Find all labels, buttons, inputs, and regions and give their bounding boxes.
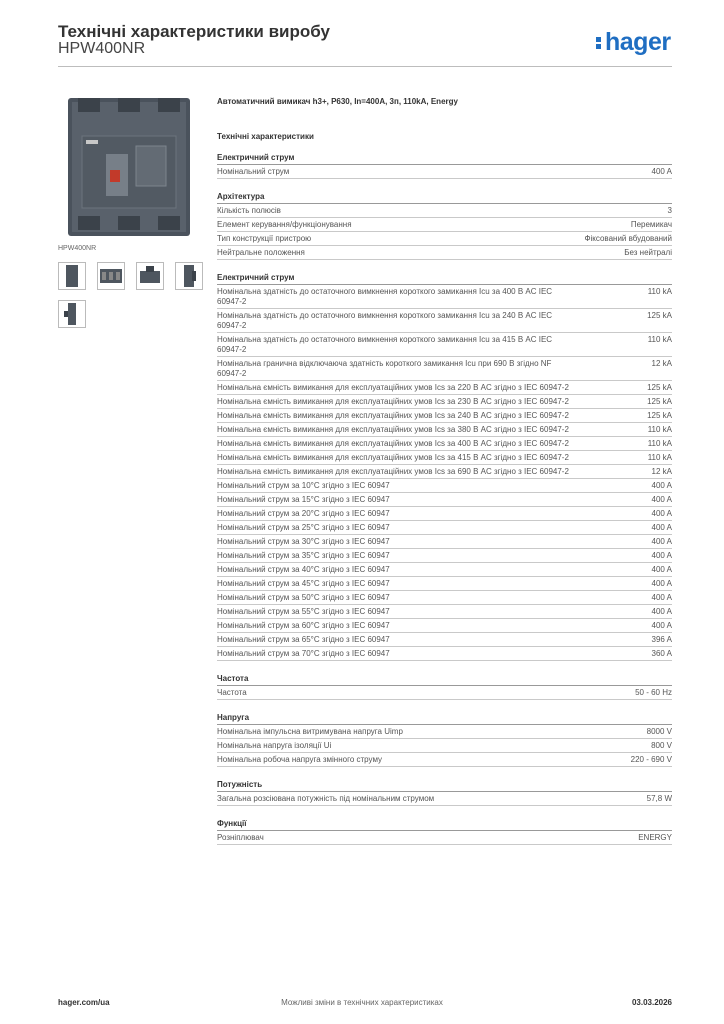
spec-row: [217, 739, 672, 753]
hager-logo: [596, 28, 671, 57]
thumbnail-accessory[interactable]: [58, 300, 86, 328]
spec-row: [217, 619, 672, 633]
spec-value: 396 A: [651, 635, 672, 644]
spec-value: 50 - 60 Hz: [635, 688, 672, 697]
spec-value: 125 kA: [647, 411, 672, 420]
spec-row: [217, 165, 672, 179]
product-image: [58, 96, 200, 238]
spec-value: 400 A: [651, 593, 672, 602]
section-title: Архітектура: [217, 191, 672, 204]
spec-row: [217, 647, 672, 661]
spec-label: Номінальна ємність вимикання для експлуатаційних умов Ics за 240 В AC згідно з IEC 60947-2: [217, 411, 569, 420]
spec-row: [217, 686, 672, 700]
tech-characteristics-heading: Технічні характеристики: [217, 132, 314, 141]
characteristics-panel: [217, 96, 672, 845]
spec-label: Номінальна гранична відключаюча здатність короткого замикання Icu при 690 В згідно NF 60947-2: [217, 359, 552, 378]
spec-row: [217, 591, 672, 605]
spec-label: Номінальна здатність до остаточного вимкнення короткого замикання Icu за 415 В AC IEC 60947-2: [217, 335, 553, 354]
spec-row: [217, 204, 672, 218]
spec-label: Номінальний струм за 40°C згідно з IEC 60947: [217, 565, 390, 574]
spec-value: 400 A: [651, 495, 672, 504]
spec-row: [217, 409, 672, 423]
footer-disclaimer: Можливі зміни в технічних характеристиках: [281, 998, 443, 1007]
spec-label: Тип конструкції пристрою: [217, 234, 312, 243]
spec-value: 110 kA: [647, 425, 672, 434]
spec-label: Номінальний струм за 25°C згідно з IEC 60947: [217, 523, 390, 532]
spec-value: 3: [667, 206, 672, 215]
spec-label: Номінальна ємність вимикання для експлуатаційних умов Ics за 400 В AC згідно з IEC 60947-2: [217, 439, 569, 448]
spec-label: Номінальний струм за 30°C згідно з IEC 60947: [217, 537, 390, 546]
spec-value: 125 kA: [647, 383, 672, 392]
spec-row: [217, 535, 672, 549]
spec-row: [217, 507, 672, 521]
spec-value: 360 A: [651, 649, 672, 658]
spec-label: Номінальна ємність вимикання для експлуатаційних умов Ics за 415 В AC згідно з IEC 60947-2: [217, 453, 569, 462]
spec-value: 220 - 690 V: [630, 755, 672, 764]
spec-section: [217, 673, 672, 700]
spec-value: 400 A: [651, 537, 672, 546]
spec-value: 400 A: [651, 167, 672, 176]
section-title: Функції: [217, 818, 672, 831]
spec-row: [217, 725, 672, 739]
spec-value: 8000 V: [646, 727, 672, 736]
spec-value: 110 kA: [647, 453, 672, 462]
product-description: Автоматичний вимикач h3+, P630, In=400A, 3п, 110kA, Energy: [217, 97, 458, 106]
thumbnail-top[interactable]: [97, 262, 125, 290]
spec-label: Номінальна ємність вимикання для експлуатаційних умов Ics за 220 В AC згідно з IEC 60947-2: [217, 383, 569, 392]
spec-row: [217, 423, 672, 437]
spec-section: [217, 779, 672, 806]
spec-label: Номінальний струм за 65°C згідно з IEC 60947: [217, 635, 390, 644]
spec-row: [217, 465, 672, 479]
spec-label: Нейтральне положення: [217, 248, 305, 257]
spec-value: Без нейтралі: [624, 248, 672, 257]
spec-value: 57,8 W: [646, 794, 672, 803]
spec-row: [217, 479, 672, 493]
spec-row: [217, 753, 672, 767]
spec-row: [217, 577, 672, 591]
logo-colon-icon: [596, 35, 602, 51]
spec-row: [217, 333, 672, 357]
spec-label: Номінальний струм за 50°C згідно з IEC 60947: [217, 593, 390, 602]
spec-row: [217, 285, 672, 309]
spec-value: Перемикач: [630, 220, 672, 229]
spec-row: [217, 633, 672, 647]
spec-row: [217, 218, 672, 232]
spec-label: Номінальний струм за 55°C згідно з IEC 60947: [217, 607, 390, 616]
spec-label: Номінальна робоча напруга змінного струму: [217, 755, 383, 764]
spec-row: [217, 521, 672, 535]
section-title: Частота: [217, 673, 672, 686]
spec-row: [217, 605, 672, 619]
spec-row: [217, 563, 672, 577]
spec-label: Номінальний струм за 35°C згідно з IEC 60947: [217, 551, 390, 560]
spec-row: [217, 357, 672, 381]
thumbnail-connection[interactable]: [136, 262, 164, 290]
spec-value: 12 kA: [651, 467, 672, 476]
spec-label: Номінальна імпульсна витримувана напруга Uimp: [217, 727, 403, 736]
spec-value: 400 A: [651, 523, 672, 532]
product-code: HPW400NR: [58, 40, 146, 57]
spec-value: 400 A: [651, 481, 672, 490]
spec-row: [217, 831, 672, 845]
spec-value: 125 kA: [647, 397, 672, 406]
spec-value: 110 kA: [647, 439, 672, 448]
spec-section: [217, 712, 672, 767]
spec-value: 400 A: [651, 621, 672, 630]
section-title: Напруга: [217, 712, 672, 725]
spec-row: [217, 437, 672, 451]
spec-label: Номінальний струм за 45°C згідно з IEC 60947: [217, 579, 390, 588]
spec-value: 400 A: [651, 579, 672, 588]
spec-label: Кількість полюсів: [217, 206, 281, 215]
spec-label: Номінальний струм за 15°C згідно з IEC 60947: [217, 495, 390, 504]
spec-label: Номінальна ємність вимикання для експлуатаційних умов Ics за 690 В AC згідно з IEC 60947-2: [217, 467, 569, 476]
spec-label: Номінальний струм за 60°C згідно з IEC 60947: [217, 621, 390, 630]
spec-value: 800 V: [651, 741, 672, 750]
section-title: Потужність: [217, 779, 672, 792]
spec-label: Частота: [217, 688, 247, 697]
spec-label: Елемент керування/функціонування: [217, 220, 352, 229]
spec-row: [217, 451, 672, 465]
spec-value: 400 A: [651, 509, 672, 518]
spec-row: [217, 246, 672, 260]
thumbnail-side[interactable]: [175, 262, 203, 290]
spec-label: Номінальний струм за 10°C згідно з IEC 60947: [217, 481, 390, 490]
thumbnail-front[interactable]: [58, 262, 86, 290]
spec-label: Номінальний струм за 70°C згідно з IEC 60947: [217, 649, 390, 658]
spec-row: [217, 381, 672, 395]
spec-row: [217, 232, 672, 246]
spec-section: [217, 818, 672, 845]
spec-value: 400 A: [651, 551, 672, 560]
spec-label: Номінальна ємність вимикання для експлуатаційних умов Ics за 230 В AC згідно з IEC 60947-2: [217, 397, 569, 406]
spec-value: 110 kA: [647, 335, 672, 344]
spec-row: [217, 792, 672, 806]
spec-value: Фіксований вбудований: [584, 234, 672, 243]
spec-row: [217, 549, 672, 563]
spec-label: Номінальна здатність до остаточного вимкнення короткого замикання Icu за 240 В AC IEC 60947-2: [217, 311, 553, 330]
spec-value: 400 A: [651, 607, 672, 616]
spec-label: Номінальна здатність до остаточного вимкнення короткого замикання Icu за 400 В AC IEC 60947-2: [217, 287, 553, 306]
spec-section: [217, 272, 672, 661]
section-title: Електричний струм: [217, 272, 672, 285]
spec-row: [217, 395, 672, 409]
spec-value: 110 kA: [647, 287, 672, 296]
spec-value: 400 A: [651, 565, 672, 574]
page-title: Технічні характеристики виробу: [58, 22, 330, 41]
spec-value: ENERGY: [638, 833, 672, 842]
spec-label: Розніплювач: [217, 833, 264, 842]
spec-label: Номінальна ємність вимикання для експлуатаційних умов Ics за 380 В AC згідно з IEC 60947-2: [217, 425, 569, 434]
spec-section: [217, 152, 672, 179]
spec-row: [217, 309, 672, 333]
spec-value: 12 kA: [651, 359, 672, 368]
spec-label: Номінальний струм за 20°C згідно з IEC 60947: [217, 509, 390, 518]
section-title: Електричний струм: [217, 152, 672, 165]
spec-section: [217, 191, 672, 260]
logo-text: hager: [605, 28, 671, 56]
image-caption: HPW400NR: [58, 245, 97, 252]
spec-value: 125 kA: [647, 311, 672, 320]
spec-sections: [217, 152, 672, 845]
header-divider: [58, 66, 672, 67]
footer-date: 03.03.2026: [631, 998, 672, 1007]
spec-label: Номінальна напруга ізоляції Ui: [217, 741, 332, 750]
spec-label: Номінальний струм: [217, 167, 290, 176]
spec-row: [217, 493, 672, 507]
spec-label: Загальна розсіювана потужність під номінальним струмом: [217, 794, 435, 803]
footer-website[interactable]: hager.com/ua: [58, 998, 110, 1007]
